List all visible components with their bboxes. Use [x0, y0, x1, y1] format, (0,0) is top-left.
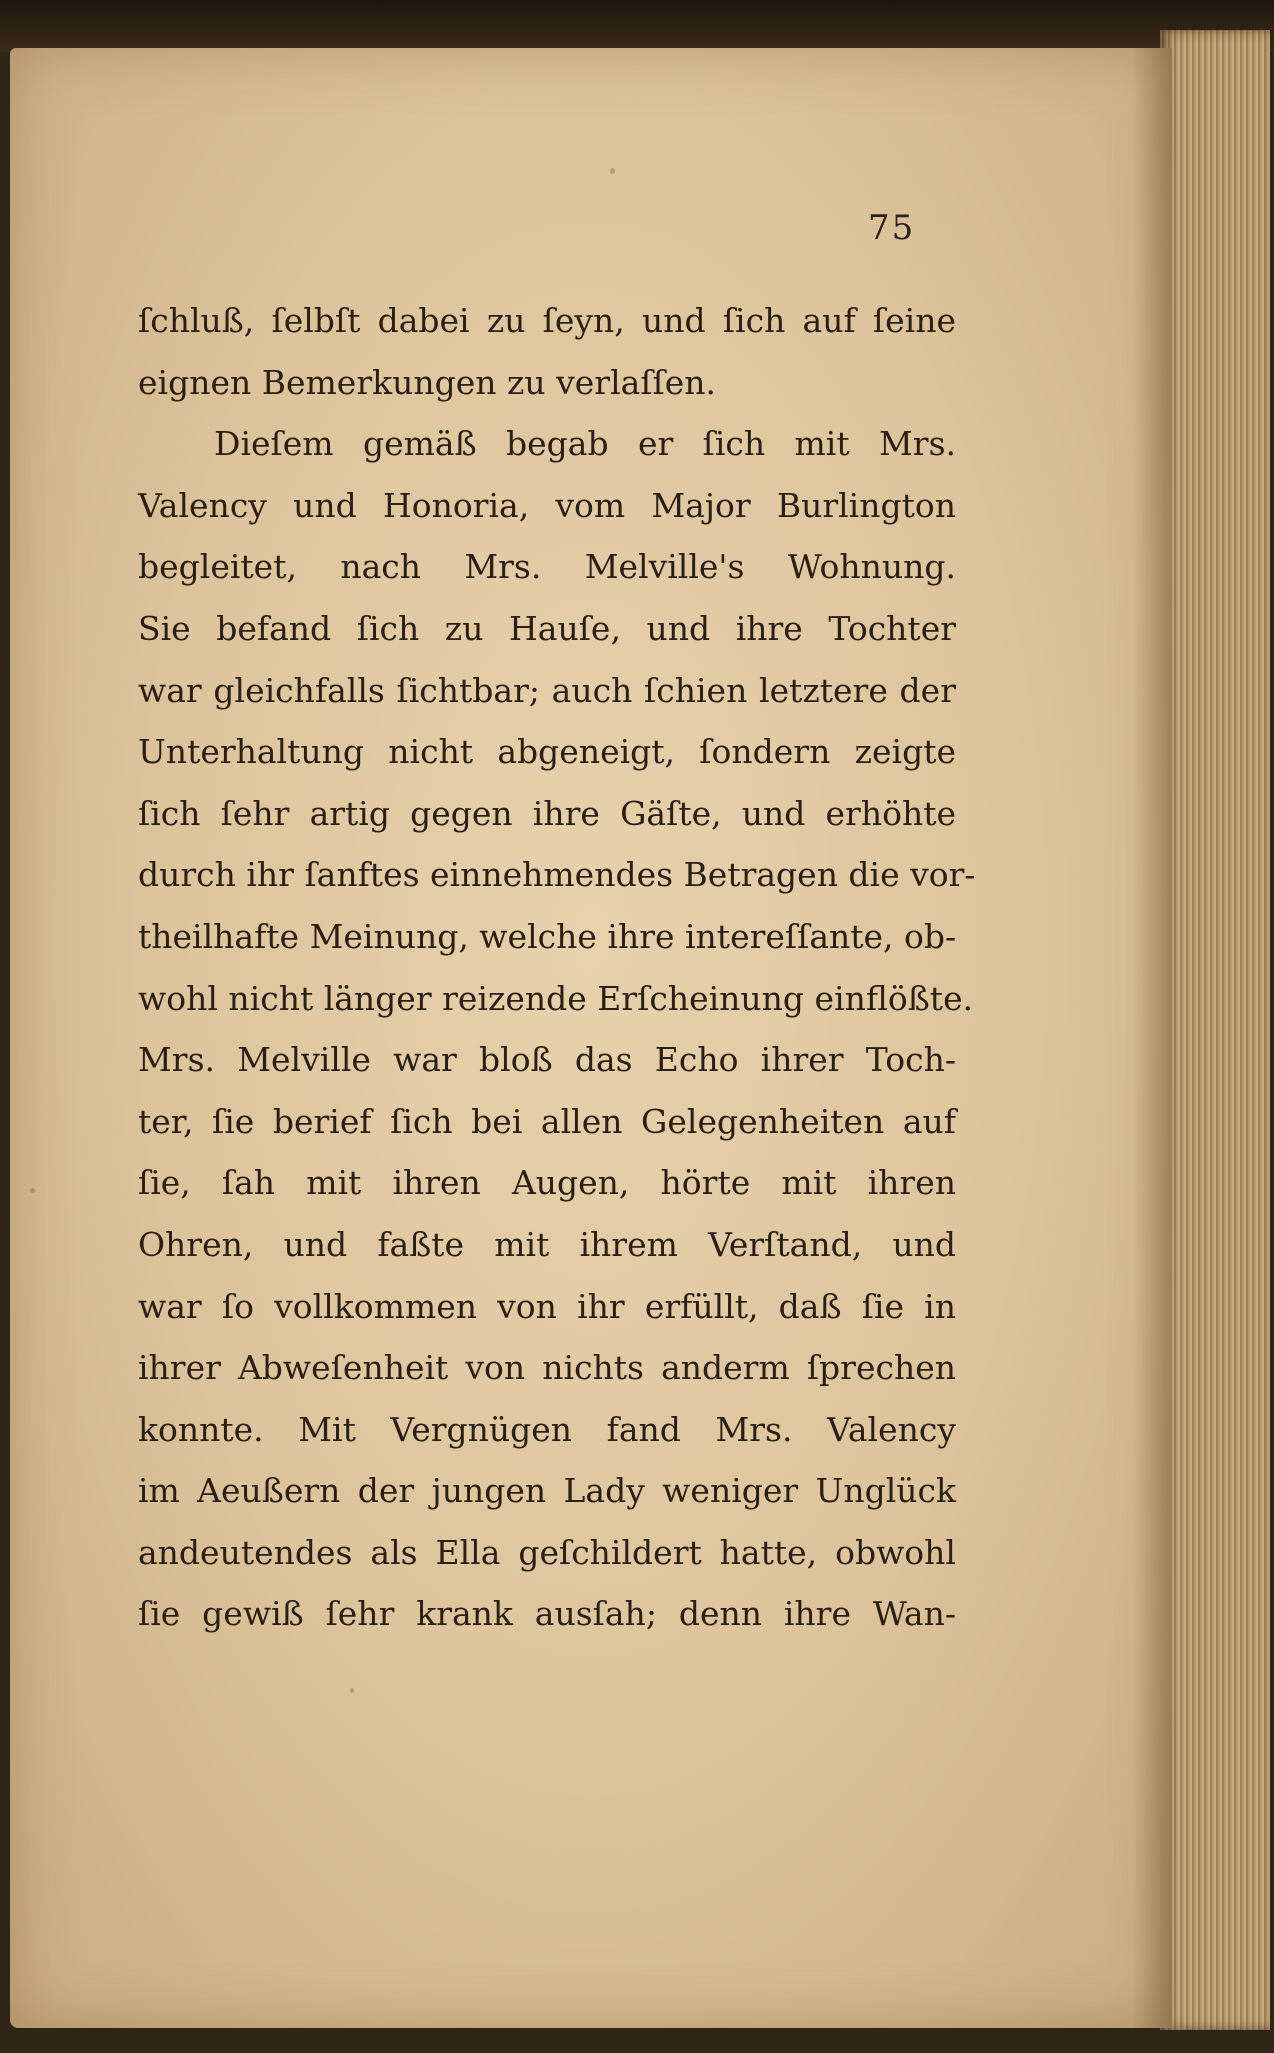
text-line: theilhafte Meinung, welche ihre intereſſante, ob-: [138, 916, 957, 956]
text-line: Valency und Honoria, vom Major Burlington: [138, 485, 956, 525]
paper-spot: [30, 1188, 35, 1193]
page-number: 75: [868, 208, 916, 248]
text-line: andeutendes als Ella geſchildert hatte, obwohl: [138, 1532, 956, 1572]
text-line: konnte. Mit Vergnügen fand Mrs. Valency: [138, 1409, 956, 1449]
top-shadow: [0, 0, 1274, 52]
paper-spot: [350, 1688, 354, 1693]
text-line: Mrs. Melville war bloß das Echo ihrer Toch-: [138, 1040, 956, 1080]
text-line: ſich ſehr artig gegen ihre Gäſte, und erhöhte: [138, 793, 956, 833]
text-line: Unterhaltung nicht abgeneigt, ſondern zeigte: [138, 732, 956, 772]
text-line: wohl nicht länger reizende Erſcheinung einflößte.: [138, 978, 974, 1018]
text-line: ſie, ſah mit ihren Augen, hörte mit ihren: [138, 1163, 956, 1203]
text-line: Ohren, und faßte mit ihrem Verſtand, und: [138, 1224, 956, 1264]
text-line: ter, ſie berief ſich bei allen Gelegenheiten auf: [138, 1101, 956, 1141]
text-line: ſie gewiß ſehr krank ausſah; denn ihre Wan-: [138, 1594, 956, 1634]
text-line: durch ihr ſanftes einnehmendes Betragen die vor-: [138, 855, 976, 895]
page-edges: [1160, 30, 1270, 2030]
body-text: [138, 290, 976, 1645]
text-line: war gleichfalls ſichtbar; auch ſchien letztere der: [138, 670, 956, 710]
text-line: eignen Bemerkungen zu verlaſſen.: [138, 362, 717, 402]
text-line: war ſo vollkommen von ihr erfüllt, daß ſie in: [138, 1286, 956, 1326]
text-line: Sie befand ſich zu Hauſe, und ihre Tochter: [138, 608, 956, 648]
text-line: ſchluß, ſelbſt dabei zu ſeyn, und ſich auf ſeine: [138, 301, 956, 340]
paper-spot: [610, 168, 615, 174]
text-line: Dieſem gemäß begab er ſich mit Mrs.: [214, 424, 956, 464]
text-line: im Aeußern der jungen Lady weniger Unglück: [138, 1471, 956, 1511]
text-line: ihrer Abweſenheit von nichts anderm ſprechen: [138, 1348, 956, 1388]
text-line: begleitet, nach Mrs. Melville's Wohnung.: [138, 547, 956, 587]
